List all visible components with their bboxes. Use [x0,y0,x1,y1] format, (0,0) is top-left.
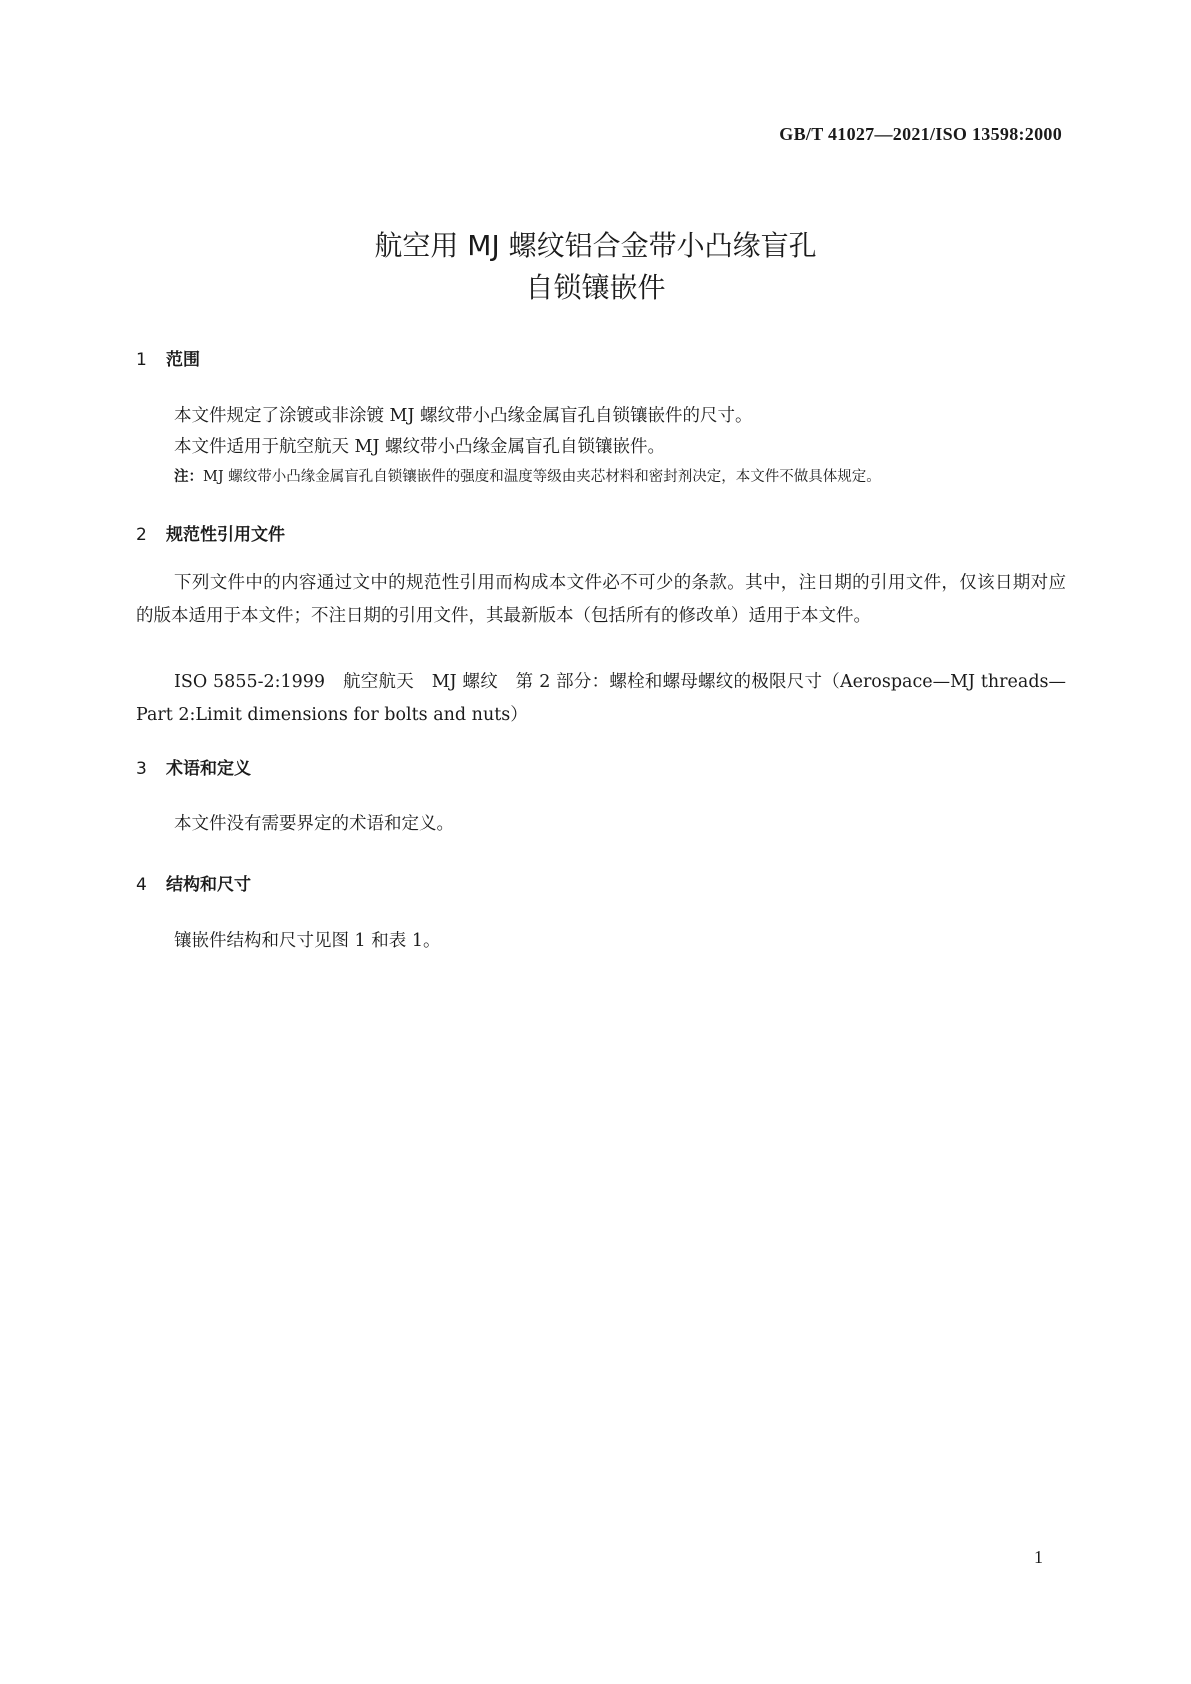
section-3-number: 3 [136,759,147,779]
section-4-paragraph-1: 镶嵌件结构和尺寸见图 1 和表 1。 [174,931,441,951]
section-2-heading [136,520,285,545]
section-2-number: 2 [136,525,147,545]
title-line-1: 航空用 MJ 螺纹铝合金带小凸缘盲孔 [374,229,817,262]
title-line-2: 自锁镶嵌件 [525,271,666,304]
section-1-title: 范围 [166,350,200,370]
section-4-title: 结构和尺寸 [166,875,251,895]
section-2-reference: ISO 5855-2:1999 航空航天 MJ 螺纹 第 2 部分：螺栓和螺母螺纹的极限尺寸（Aerospace—MJ threads—Part 2:Limit dimensions for bolts and nuts） [136,672,1066,725]
section-1-number: 1 [136,350,147,370]
section-4-number: 4 [136,875,147,895]
document-title [0,225,1191,309]
section-3-paragraph-1: 本文件没有需要界定的术语和定义。 [174,814,454,834]
section-2-title: 规范性引用文件 [166,525,285,545]
section-3-heading [136,754,251,779]
standard-code: GB/T 41027—2021/ISO 13598:2000 [779,124,1062,144]
section-1-heading [136,345,200,370]
note-label: 注： [174,469,203,485]
section-1-note [174,465,881,486]
section-3-title: 术语和定义 [166,759,251,779]
section-1-paragraph-2: 本文件适用于航空航天 MJ 螺纹带小凸缘金属盲孔自锁镶嵌件。 [174,437,666,457]
section-1-paragraph-1: 本文件规定了涂镀或非涂镀 MJ 螺纹带小凸缘金属盲孔自锁镶嵌件的尺寸。 [174,406,753,426]
page-number: 1 [1034,1547,1043,1567]
section-2-paragraph-1: 下列文件中的内容通过文中的规范性引用而构成本文件必不可少的条款。其中，注日期的引用文件，仅该日期对应的版本适用于本文件；不注日期的引用文件，其最新版本（包括所有的修改单）适用于本文件。 [136,573,1066,626]
section-4-heading [136,870,251,895]
note-text: MJ 螺纹带小凸缘金属盲孔自锁镶嵌件的强度和温度等级由夹芯材料和密封剂决定，本文件不做具体规定。 [203,469,881,485]
